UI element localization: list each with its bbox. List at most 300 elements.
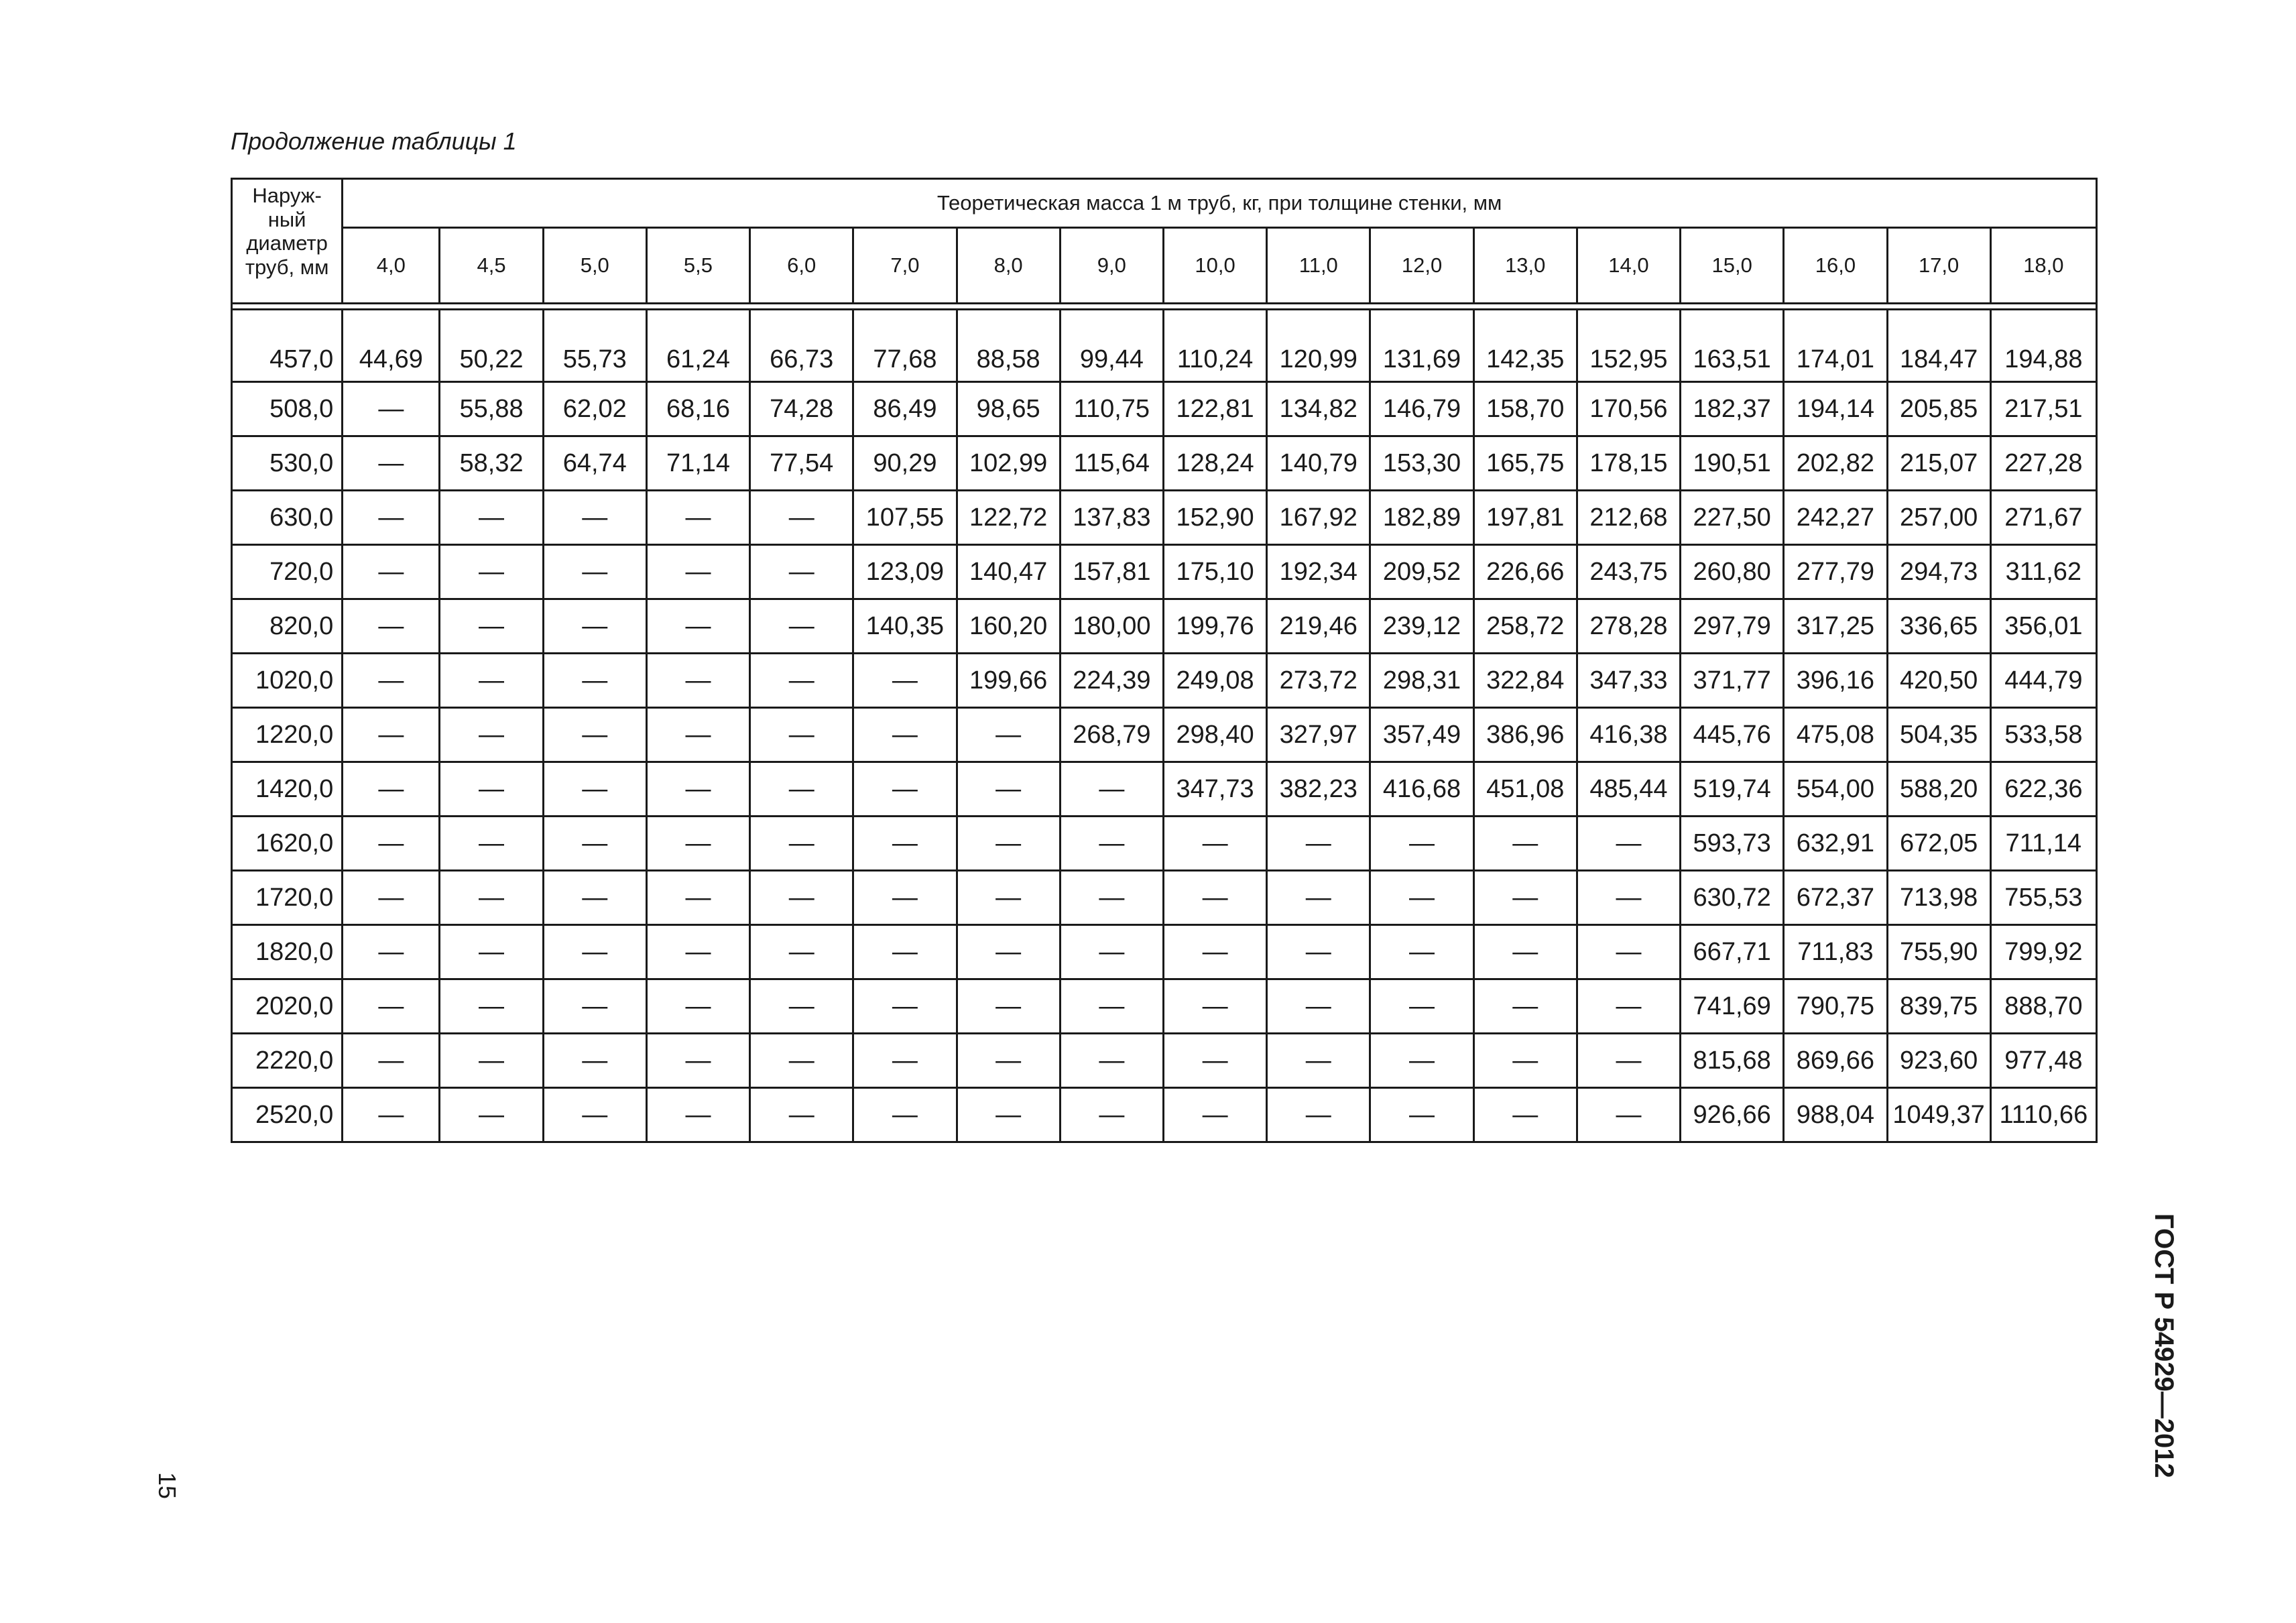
mass-cell: 167,92 xyxy=(1267,491,1370,545)
mass-cell: 336,65 xyxy=(1887,599,1990,654)
mass-cell: — xyxy=(853,1034,957,1088)
mass-cell: — xyxy=(646,871,749,925)
mass-cell: 61,24 xyxy=(646,310,749,382)
mass-cell: — xyxy=(343,491,440,545)
diameter-cell: 1720,0 xyxy=(232,871,343,925)
table-row xyxy=(232,925,2097,979)
wall-thickness-header: 16,0 xyxy=(1784,228,1887,304)
mass-cell: — xyxy=(343,1034,440,1088)
mass-cell: 298,40 xyxy=(1163,708,1266,762)
wall-thickness-header: 10,0 xyxy=(1163,228,1266,304)
mass-cell: 170,56 xyxy=(1577,382,1680,436)
mass-cell: 257,00 xyxy=(1887,491,1990,545)
mass-cell: — xyxy=(440,654,543,708)
mass-cell: 317,25 xyxy=(1784,599,1887,654)
table-row xyxy=(232,979,2097,1034)
mass-cell: 242,27 xyxy=(1784,491,1887,545)
diameter-cell: 2020,0 xyxy=(232,979,343,1034)
mass-cell: — xyxy=(646,1034,749,1088)
mass-cell: — xyxy=(1060,979,1163,1034)
table-row xyxy=(232,1088,2097,1142)
mass-cell: 741,69 xyxy=(1681,979,1784,1034)
diameter-cell: 530,0 xyxy=(232,436,343,491)
mass-cell: 755,53 xyxy=(1990,871,2096,925)
mass-cell: 445,76 xyxy=(1681,708,1784,762)
mass-cell: — xyxy=(750,1088,853,1142)
mass-cell: 386,96 xyxy=(1473,708,1577,762)
mass-cell: 444,79 xyxy=(1990,654,2096,708)
mass-cell: 202,82 xyxy=(1784,436,1887,491)
mass-cell: 212,68 xyxy=(1577,491,1680,545)
header-gap xyxy=(232,304,2097,310)
diameter-cell: 2520,0 xyxy=(232,1088,343,1142)
table-caption: Продолжение таблицы 1 xyxy=(231,127,517,155)
mass-cell: 519,74 xyxy=(1681,762,1784,817)
mass-cell: — xyxy=(1577,979,1680,1034)
mass-cell: — xyxy=(646,708,749,762)
mass-cell: — xyxy=(1163,1088,1266,1142)
mass-cell: — xyxy=(543,1088,646,1142)
mass-cell: 977,48 xyxy=(1990,1034,2096,1088)
wall-thickness-header: 15,0 xyxy=(1681,228,1784,304)
mass-cell: 99,44 xyxy=(1060,310,1163,382)
mass-cell: 1049,37 xyxy=(1887,1088,1990,1142)
mass-cell: — xyxy=(957,708,1060,762)
mass-cell: 64,74 xyxy=(543,436,646,491)
wall-thickness-header: 4,5 xyxy=(440,228,543,304)
diameter-header-line: ный xyxy=(267,207,306,231)
mass-cell: 224,39 xyxy=(1060,654,1163,708)
mass-cell: 869,66 xyxy=(1784,1034,1887,1088)
mass-cell: 197,81 xyxy=(1473,491,1577,545)
mass-cell: 504,35 xyxy=(1887,708,1990,762)
mass-cell: 190,51 xyxy=(1681,436,1784,491)
diameter-header-line: Наруж- xyxy=(252,184,322,207)
mass-cell: 294,73 xyxy=(1887,545,1990,599)
standard-code: ГОСТ Р 54929—2012 xyxy=(2149,1213,2179,1478)
diameter-cell: 457,0 xyxy=(232,310,343,382)
mass-cell: 888,70 xyxy=(1990,979,2096,1034)
mass-cell: 194,14 xyxy=(1784,382,1887,436)
mass-cell: 120,99 xyxy=(1267,310,1370,382)
mass-cell: — xyxy=(343,925,440,979)
mass-cell: — xyxy=(1370,1034,1473,1088)
mass-cell: 90,29 xyxy=(853,436,957,491)
mass-cell: 799,92 xyxy=(1990,925,2096,979)
mass-cell: — xyxy=(853,1088,957,1142)
diameter-cell: 1220,0 xyxy=(232,708,343,762)
mass-cell: 243,75 xyxy=(1577,545,1680,599)
page-number: 15 xyxy=(154,1472,181,1500)
diameter-cell: 630,0 xyxy=(232,491,343,545)
mass-cell: 182,37 xyxy=(1681,382,1784,436)
mass-cell: 184,47 xyxy=(1887,310,1990,382)
mass-cell: — xyxy=(1060,871,1163,925)
mass-cell: 86,49 xyxy=(853,382,957,436)
diameter-cell: 1820,0 xyxy=(232,925,343,979)
table-row xyxy=(232,762,2097,817)
mass-cell: 88,58 xyxy=(957,310,1060,382)
mass-cell: 790,75 xyxy=(1784,979,1887,1034)
table-row xyxy=(232,708,2097,762)
mass-table xyxy=(231,178,2098,1143)
mass-cell: — xyxy=(853,871,957,925)
mass-cell: 396,16 xyxy=(1784,654,1887,708)
mass-cell: 163,51 xyxy=(1681,310,1784,382)
wall-thickness-header: 9,0 xyxy=(1060,228,1163,304)
mass-cell: — xyxy=(1473,1034,1577,1088)
mass-cell: 755,90 xyxy=(1887,925,1990,979)
mass-cell: 192,34 xyxy=(1267,545,1370,599)
mass-cell: 134,82 xyxy=(1267,382,1370,436)
mass-cell: 110,24 xyxy=(1163,310,1266,382)
mass-cell: 416,68 xyxy=(1370,762,1473,817)
mass-cell: — xyxy=(646,762,749,817)
mass-cell: 815,68 xyxy=(1681,1034,1784,1088)
table-row xyxy=(232,382,2097,436)
mass-cell: 158,70 xyxy=(1473,382,1577,436)
mass-cell: — xyxy=(1370,817,1473,871)
mass-cell: 199,76 xyxy=(1163,599,1266,654)
mass-cell: 77,68 xyxy=(853,310,957,382)
mass-cell: 137,83 xyxy=(1060,491,1163,545)
mass-cell: 209,52 xyxy=(1370,545,1473,599)
diameter-cell: 1020,0 xyxy=(232,654,343,708)
table-row xyxy=(232,1034,2097,1088)
mass-cell: — xyxy=(1060,1034,1163,1088)
mass-cell: 311,62 xyxy=(1990,545,2096,599)
mass-cell: 122,72 xyxy=(957,491,1060,545)
mass-cell: — xyxy=(646,545,749,599)
diameter-header-line: диаметр xyxy=(246,231,328,255)
mass-cell: — xyxy=(750,708,853,762)
mass-cell: 258,72 xyxy=(1473,599,1577,654)
mass-cell: 297,79 xyxy=(1681,599,1784,654)
mass-cell: — xyxy=(853,654,957,708)
mass-cell: 554,00 xyxy=(1784,762,1887,817)
mass-cell: 298,31 xyxy=(1370,654,1473,708)
mass-cell: — xyxy=(750,491,853,545)
mass-cell: — xyxy=(1577,925,1680,979)
mass-cell: 140,79 xyxy=(1267,436,1370,491)
mass-cell: 115,64 xyxy=(1060,436,1163,491)
wall-thickness-header: 18,0 xyxy=(1990,228,2096,304)
mass-cell: 451,08 xyxy=(1473,762,1577,817)
mass-cell: — xyxy=(440,817,543,871)
table-row xyxy=(232,436,2097,491)
mass-cell: 182,89 xyxy=(1370,491,1473,545)
mass-cell: 142,35 xyxy=(1473,310,1577,382)
mass-cell: — xyxy=(440,762,543,817)
mass-cell: 672,37 xyxy=(1784,871,1887,925)
mass-cell: 140,35 xyxy=(853,599,957,654)
mass-cell: — xyxy=(750,925,853,979)
mass-cell: — xyxy=(1060,817,1163,871)
mass-cell: 110,75 xyxy=(1060,382,1163,436)
mass-cell: — xyxy=(440,871,543,925)
mass-cell: — xyxy=(1473,871,1577,925)
mass-cell: — xyxy=(343,1088,440,1142)
mass-cell: — xyxy=(750,599,853,654)
mass-cell: — xyxy=(646,599,749,654)
wall-thickness-header: 4,0 xyxy=(343,228,440,304)
mass-cell: — xyxy=(440,979,543,1034)
mass-cell: — xyxy=(1473,1088,1577,1142)
mass-cell: 322,84 xyxy=(1473,654,1577,708)
mass-cell: 672,05 xyxy=(1887,817,1990,871)
mass-cell: 711,14 xyxy=(1990,817,2096,871)
mass-cell: — xyxy=(646,817,749,871)
mass-cell: — xyxy=(1060,925,1163,979)
mass-cell: 62,02 xyxy=(543,382,646,436)
mass-cell: — xyxy=(853,817,957,871)
mass-cell: 227,28 xyxy=(1990,436,2096,491)
mass-cell: 347,73 xyxy=(1163,762,1266,817)
mass-cell: — xyxy=(440,491,543,545)
mass-cell: 131,69 xyxy=(1370,310,1473,382)
mass-cell: — xyxy=(1267,871,1370,925)
diameter-cell: 2220,0 xyxy=(232,1034,343,1088)
mass-cell: — xyxy=(343,382,440,436)
mass-cell: 128,24 xyxy=(1163,436,1266,491)
diameter-cell: 720,0 xyxy=(232,545,343,599)
mass-cell: 593,73 xyxy=(1681,817,1784,871)
mass-cell: — xyxy=(1163,925,1266,979)
mass-cell: — xyxy=(543,1034,646,1088)
mass-cell: — xyxy=(1267,1088,1370,1142)
mass-cell: 205,85 xyxy=(1887,382,1990,436)
mass-cell: — xyxy=(750,545,853,599)
mass-cell: — xyxy=(440,1088,543,1142)
mass-cell: 157,81 xyxy=(1060,545,1163,599)
mass-cell: — xyxy=(1577,871,1680,925)
mass-cell: — xyxy=(543,491,646,545)
mass-cell: — xyxy=(853,762,957,817)
wall-thickness-header: 8,0 xyxy=(957,228,1060,304)
mass-cell: — xyxy=(750,817,853,871)
mass-cell: 630,72 xyxy=(1681,871,1784,925)
mass-cell: 485,44 xyxy=(1577,762,1680,817)
mass-cell: — xyxy=(750,762,853,817)
mass-cell: — xyxy=(440,1034,543,1088)
mass-cell: 357,49 xyxy=(1370,708,1473,762)
mass-cell: 217,51 xyxy=(1990,382,2096,436)
mass-cell: 77,54 xyxy=(750,436,853,491)
mass-cell: — xyxy=(343,545,440,599)
mass-cell: — xyxy=(1163,979,1266,1034)
mass-cell: — xyxy=(1370,871,1473,925)
table-row xyxy=(232,545,2097,599)
mass-cell: — xyxy=(343,762,440,817)
diameter-cell: 1420,0 xyxy=(232,762,343,817)
diameter-header-line: труб, мм xyxy=(245,255,329,279)
wall-thickness-header: 11,0 xyxy=(1267,228,1370,304)
mass-cell: 71,14 xyxy=(646,436,749,491)
mass-cell: — xyxy=(646,979,749,1034)
diameter-cell: 820,0 xyxy=(232,599,343,654)
mass-cell: — xyxy=(1060,762,1163,817)
mass-group-header: Теоретическая масса 1 м труб, кг, при толщине стенки, мм xyxy=(343,179,2097,228)
mass-cell: — xyxy=(343,599,440,654)
mass-cell: 588,20 xyxy=(1887,762,1990,817)
mass-cell: — xyxy=(343,436,440,491)
mass-cell: — xyxy=(1370,925,1473,979)
wall-thickness-header: 7,0 xyxy=(853,228,957,304)
mass-cell: — xyxy=(343,979,440,1034)
mass-cell: 122,81 xyxy=(1163,382,1266,436)
mass-cell: 68,16 xyxy=(646,382,749,436)
wall-thickness-header: 5,0 xyxy=(543,228,646,304)
mass-cell: — xyxy=(1267,925,1370,979)
mass-cell: — xyxy=(543,599,646,654)
mass-cell: 123,09 xyxy=(853,545,957,599)
mass-cell: — xyxy=(750,1034,853,1088)
mass-cell: — xyxy=(646,925,749,979)
mass-cell: 1110,66 xyxy=(1990,1088,2096,1142)
mass-cell: — xyxy=(1577,1034,1680,1088)
mass-cell: — xyxy=(750,871,853,925)
table-row xyxy=(232,491,2097,545)
diameter-header xyxy=(232,179,343,304)
mass-cell: 533,58 xyxy=(1990,708,2096,762)
mass-cell: — xyxy=(957,762,1060,817)
wall-thickness-header: 5,5 xyxy=(646,228,749,304)
mass-cell: — xyxy=(440,545,543,599)
mass-cell: 416,38 xyxy=(1577,708,1680,762)
mass-cell: 199,66 xyxy=(957,654,1060,708)
mass-cell: 152,95 xyxy=(1577,310,1680,382)
mass-cell: 74,28 xyxy=(750,382,853,436)
mass-cell: 420,50 xyxy=(1887,654,1990,708)
mass-cell: — xyxy=(957,1034,1060,1088)
mass-cell: — xyxy=(343,654,440,708)
mass-cell: 178,15 xyxy=(1577,436,1680,491)
table-row xyxy=(232,817,2097,871)
mass-cell: 327,97 xyxy=(1267,708,1370,762)
mass-cell: — xyxy=(1370,979,1473,1034)
mass-cell: — xyxy=(1060,1088,1163,1142)
mass-cell: — xyxy=(543,545,646,599)
mass-cell: — xyxy=(1267,979,1370,1034)
mass-cell: 98,65 xyxy=(957,382,1060,436)
mass-cell: — xyxy=(543,871,646,925)
mass-cell: 371,77 xyxy=(1681,654,1784,708)
mass-cell: 44,69 xyxy=(343,310,440,382)
mass-cell: 268,79 xyxy=(1060,708,1163,762)
mass-cell: — xyxy=(957,817,1060,871)
mass-cell: — xyxy=(1473,925,1577,979)
mass-cell: — xyxy=(1370,1088,1473,1142)
mass-cell: — xyxy=(1577,1088,1680,1142)
table-row xyxy=(232,310,2097,382)
mass-cell: — xyxy=(646,491,749,545)
table-row xyxy=(232,871,2097,925)
table-row xyxy=(232,654,2097,708)
mass-cell: — xyxy=(543,762,646,817)
mass-cell: 273,72 xyxy=(1267,654,1370,708)
mass-cell: 175,10 xyxy=(1163,545,1266,599)
mass-cell: — xyxy=(646,654,749,708)
mass-cell: 140,47 xyxy=(957,545,1060,599)
mass-cell: — xyxy=(957,979,1060,1034)
wall-thickness-header: 12,0 xyxy=(1370,228,1473,304)
wall-thickness-header: 14,0 xyxy=(1577,228,1680,304)
mass-cell: 249,08 xyxy=(1163,654,1266,708)
mass-cell: — xyxy=(1163,871,1266,925)
mass-cell: 215,07 xyxy=(1887,436,1990,491)
mass-cell: — xyxy=(750,979,853,1034)
mass-cell: 227,50 xyxy=(1681,491,1784,545)
mass-cell: 356,01 xyxy=(1990,599,2096,654)
mass-cell: — xyxy=(543,708,646,762)
mass-cell: 347,33 xyxy=(1577,654,1680,708)
mass-cell: — xyxy=(440,599,543,654)
diameter-cell: 1620,0 xyxy=(232,817,343,871)
mass-cell: 278,28 xyxy=(1577,599,1680,654)
mass-cell: 160,20 xyxy=(957,599,1060,654)
mass-cell: — xyxy=(1163,1034,1266,1088)
mass-cell: — xyxy=(646,1088,749,1142)
mass-cell: 667,71 xyxy=(1681,925,1784,979)
mass-cell: 152,90 xyxy=(1163,491,1266,545)
mass-cell: 475,08 xyxy=(1784,708,1887,762)
mass-cell: 711,83 xyxy=(1784,925,1887,979)
mass-cell: 382,23 xyxy=(1267,762,1370,817)
mass-cell: — xyxy=(343,817,440,871)
mass-cell: — xyxy=(343,708,440,762)
mass-cell: — xyxy=(543,925,646,979)
mass-cell: — xyxy=(957,925,1060,979)
mass-cell: 926,66 xyxy=(1681,1088,1784,1142)
mass-cell: 55,73 xyxy=(543,310,646,382)
mass-cell: — xyxy=(1163,817,1266,871)
mass-cell: 239,12 xyxy=(1370,599,1473,654)
mass-cell: 55,88 xyxy=(440,382,543,436)
mass-cell: — xyxy=(853,925,957,979)
mass-cell: — xyxy=(1473,817,1577,871)
wall-thickness-header: 13,0 xyxy=(1473,228,1577,304)
mass-cell: 622,36 xyxy=(1990,762,2096,817)
mass-cell: 988,04 xyxy=(1784,1088,1887,1142)
mass-cell: — xyxy=(440,708,543,762)
mass-cell: 180,00 xyxy=(1060,599,1163,654)
mass-cell: 260,80 xyxy=(1681,545,1784,599)
mass-cell: — xyxy=(750,654,853,708)
mass-cell: 153,30 xyxy=(1370,436,1473,491)
mass-cell: 66,73 xyxy=(750,310,853,382)
mass-cell: — xyxy=(957,871,1060,925)
mass-cell: 226,66 xyxy=(1473,545,1577,599)
mass-cell: 102,99 xyxy=(957,436,1060,491)
mass-cell: — xyxy=(1577,817,1680,871)
mass-cell: 107,55 xyxy=(853,491,957,545)
mass-cell: 174,01 xyxy=(1784,310,1887,382)
mass-cell: — xyxy=(957,1088,1060,1142)
mass-cell: 194,88 xyxy=(1990,310,2096,382)
mass-cell: 839,75 xyxy=(1887,979,1990,1034)
mass-cell: 271,67 xyxy=(1990,491,2096,545)
wall-thickness-header: 6,0 xyxy=(750,228,853,304)
mass-cell: — xyxy=(343,871,440,925)
mass-cell: 58,32 xyxy=(440,436,543,491)
diameter-cell: 508,0 xyxy=(232,382,343,436)
mass-cell: 713,98 xyxy=(1887,871,1990,925)
mass-cell: — xyxy=(543,979,646,1034)
wall-thickness-header: 17,0 xyxy=(1887,228,1990,304)
mass-cell: — xyxy=(853,708,957,762)
mass-cell: — xyxy=(440,925,543,979)
table-row xyxy=(232,599,2097,654)
